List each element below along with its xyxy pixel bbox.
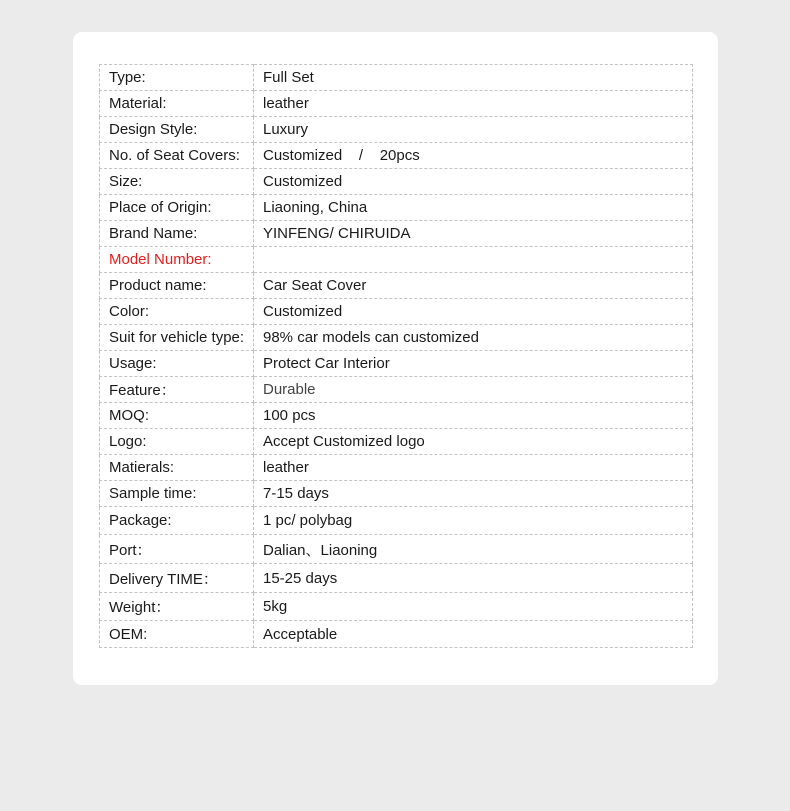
spec-label: Sample time: <box>100 481 254 507</box>
spec-label: Color: <box>100 299 254 325</box>
table-row <box>100 65 693 91</box>
table-row <box>100 621 693 648</box>
spec-value: 98% car models can customized <box>254 325 693 351</box>
table-row <box>100 299 693 325</box>
table-row <box>100 564 693 593</box>
spec-label: MOQ: <box>100 403 254 429</box>
spec-value: 7-15 days <box>254 481 693 507</box>
table-row <box>100 481 693 507</box>
spec-value: leather <box>254 455 693 481</box>
spec-value: 15-25 days <box>254 564 693 593</box>
spec-value: Durable <box>254 377 693 403</box>
spec-label: Package: <box>100 507 254 535</box>
spec-label: Matierals: <box>100 455 254 481</box>
table-row <box>100 535 693 564</box>
spec-label: Suit for vehicle type: <box>100 325 254 351</box>
spec-label: Weight： <box>100 593 254 621</box>
spec-label: Design Style: <box>100 117 254 143</box>
table-row <box>100 429 693 455</box>
table-row <box>100 351 693 377</box>
spec-value: Protect Car Interior <box>254 351 693 377</box>
spec-table-body <box>100 65 693 648</box>
spec-label: OEM: <box>100 621 254 648</box>
spec-value <box>254 247 693 273</box>
spec-table <box>99 64 693 648</box>
table-row <box>100 91 693 117</box>
table-row <box>100 221 693 247</box>
table-row <box>100 195 693 221</box>
spec-label: Model Number: <box>100 247 254 273</box>
spec-label: Delivery TIME： <box>100 564 254 593</box>
table-row <box>100 143 693 169</box>
spec-value: Customized <box>254 169 693 195</box>
spec-value: Customized / 20pcs <box>254 143 693 169</box>
spec-value: leather <box>254 91 693 117</box>
spec-value: Liaoning, China <box>254 195 693 221</box>
spec-label: Usage: <box>100 351 254 377</box>
table-row <box>100 325 693 351</box>
spec-label: Port： <box>100 535 254 564</box>
table-row <box>100 169 693 195</box>
spec-value: 100 pcs <box>254 403 693 429</box>
spec-label: Feature： <box>100 377 254 403</box>
spec-label: Type: <box>100 65 254 91</box>
spec-value: Acceptable <box>254 621 693 648</box>
spec-value: 5kg <box>254 593 693 621</box>
table-row <box>100 507 693 535</box>
spec-label: Material: <box>100 91 254 117</box>
table-row <box>100 273 693 299</box>
spec-label: Logo: <box>100 429 254 455</box>
spec-value: 1 pc/ polybag <box>254 507 693 535</box>
table-row <box>100 593 693 621</box>
table-row <box>100 377 693 403</box>
table-row <box>100 455 693 481</box>
table-row <box>100 117 693 143</box>
spec-value: Full Set <box>254 65 693 91</box>
spec-value: Luxury <box>254 117 693 143</box>
spec-value: YINFENG/ CHIRUIDA <box>254 221 693 247</box>
table-row <box>100 403 693 429</box>
spec-label: Size: <box>100 169 254 195</box>
table-row <box>100 247 693 273</box>
spec-label: Place of Origin: <box>100 195 254 221</box>
spec-value: Customized <box>254 299 693 325</box>
spec-value: Dalian、Liaoning <box>254 535 693 564</box>
spec-card <box>73 32 718 685</box>
spec-label: Product name: <box>100 273 254 299</box>
spec-label: Brand Name: <box>100 221 254 247</box>
spec-value: Accept Customized logo <box>254 429 693 455</box>
spec-value: Car Seat Cover <box>254 273 693 299</box>
spec-label: No. of Seat Covers: <box>100 143 254 169</box>
